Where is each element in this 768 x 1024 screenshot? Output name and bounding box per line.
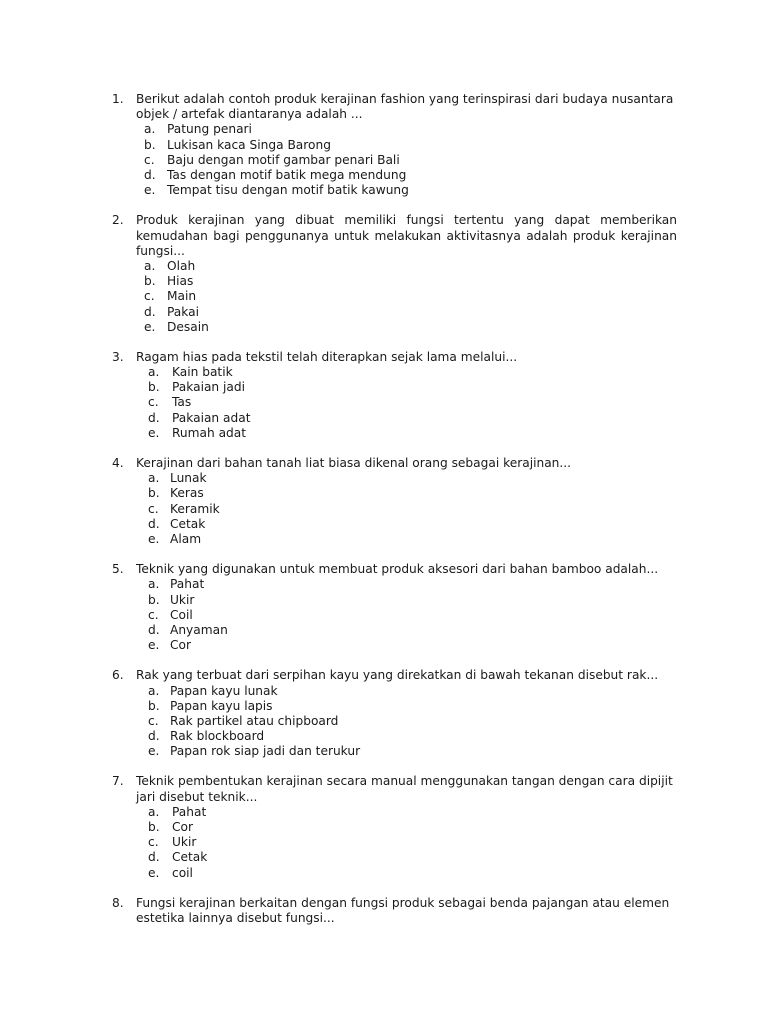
option-letter: c. <box>144 152 155 167</box>
question-number: 4. <box>112 456 124 471</box>
option-letter: a. <box>148 577 160 592</box>
option-text: Anyaman <box>170 622 228 637</box>
question-3 <box>0 350 768 441</box>
option-letter: a. <box>148 471 160 486</box>
option-letter: e. <box>144 319 156 334</box>
option-letter: e. <box>148 425 160 440</box>
document-page <box>0 92 768 941</box>
option-letter: e. <box>148 531 160 546</box>
option-text: Papan kayu lunak <box>170 683 278 698</box>
option-letter: b. <box>144 137 156 152</box>
option-d <box>0 623 768 638</box>
option-text: Ukir <box>172 835 197 850</box>
option-text: Rumah adat <box>172 425 247 440</box>
option-e <box>0 866 768 881</box>
option-letter: c. <box>144 289 155 304</box>
option-text: Cetak <box>170 516 206 531</box>
option-letter: b. <box>148 380 160 395</box>
option-b <box>0 699 768 714</box>
question-4 <box>0 456 768 547</box>
option-a <box>0 122 768 137</box>
option-letter: d. <box>148 516 160 531</box>
question-number: 7. <box>112 774 124 789</box>
option-text: Pakaian jadi <box>172 380 246 395</box>
option-d <box>0 850 768 865</box>
option-letter: c. <box>148 607 159 622</box>
option-e <box>0 183 768 198</box>
option-d <box>0 305 768 320</box>
option-letter: d. <box>148 729 160 744</box>
answer-options <box>0 577 768 653</box>
option-text: Lukisan kaca Singa Barong <box>167 137 331 152</box>
option-text: Ukir <box>170 592 195 607</box>
option-letter: e. <box>144 183 156 198</box>
option-e <box>0 638 768 653</box>
question-8 <box>0 896 768 926</box>
option-text: Main <box>167 289 197 304</box>
option-d <box>0 411 768 426</box>
option-letter: a. <box>144 122 156 137</box>
option-letter: d. <box>148 410 160 425</box>
option-text: Tas <box>172 395 192 410</box>
option-c <box>0 289 768 304</box>
option-c <box>0 153 768 168</box>
option-text: Pahat <box>172 804 207 819</box>
answer-options <box>0 684 768 760</box>
question-text: Berikut adalah contoh produk kerajinan fashion yang terinspirasi dari budaya nusantara objek / artefak diantaranya adalah ... <box>136 92 674 122</box>
option-letter: a. <box>144 258 156 273</box>
question-text: Kerajinan dari bahan tanah liat biasa dikenal orang sebagai kerajinan... <box>136 456 572 471</box>
question-number: 2. <box>112 213 124 228</box>
question-text: Teknik yang digunakan untuk membuat produk aksesori dari bahan bamboo adalah... <box>136 562 659 577</box>
option-text: Cor <box>172 820 193 835</box>
option-a <box>0 684 768 699</box>
option-letter: d. <box>144 167 156 182</box>
option-letter: b. <box>148 820 160 835</box>
option-b <box>0 593 768 608</box>
option-letter: b. <box>148 486 160 501</box>
option-text: Olah <box>167 258 196 273</box>
option-b <box>0 274 768 289</box>
option-text: Alam <box>170 531 202 546</box>
option-letter: e. <box>148 744 160 759</box>
option-letter: b. <box>148 592 160 607</box>
option-e <box>0 320 768 335</box>
option-letter: b. <box>144 274 156 289</box>
question-text: Rak yang terbuat dari serpihan kayu yang direkatkan di bawah tekanan disebut rak... <box>136 668 659 683</box>
option-text: Keras <box>170 486 204 501</box>
option-text: Tempat tisu dengan motif batik kawung <box>167 183 409 198</box>
question-number: 6. <box>112 668 124 683</box>
option-c <box>0 395 768 410</box>
option-text: Rak partikel atau chipboard <box>170 713 339 728</box>
option-letter: a. <box>148 804 160 819</box>
answer-options <box>0 259 768 335</box>
option-a <box>0 471 768 486</box>
option-d <box>0 168 768 183</box>
option-text: Lunak <box>170 471 207 486</box>
question-1 <box>0 92 768 198</box>
option-text: Patung penari <box>167 122 252 137</box>
option-text: Keramik <box>170 501 220 516</box>
option-text: Coil <box>170 607 193 622</box>
option-text: Hias <box>167 274 194 289</box>
question-5 <box>0 562 768 653</box>
option-c <box>0 835 768 850</box>
option-letter: a. <box>148 683 160 698</box>
option-text: Pakai <box>167 304 199 319</box>
answer-options <box>0 805 768 881</box>
option-letter: a. <box>148 365 160 380</box>
answer-options <box>0 471 768 547</box>
option-letter: d. <box>148 622 160 637</box>
option-letter: c. <box>148 501 159 516</box>
question-text: Produk kerajinan yang dibuat memiliki fungsi tertentu yang dapat memberikan kemudahan bagi penggunanya untuk melakukan aktivitasnya adalah produk kerajinan fungsi... <box>136 213 677 258</box>
option-text: Kain batik <box>172 365 233 380</box>
option-c <box>0 608 768 623</box>
option-text: coil <box>172 865 193 880</box>
question-2 <box>0 213 768 335</box>
question-number: 3. <box>112 349 124 364</box>
option-a <box>0 259 768 274</box>
option-letter: e. <box>148 865 160 880</box>
option-letter: d. <box>148 850 160 865</box>
option-text: Cetak <box>172 850 208 865</box>
option-text: Cor <box>170 638 191 653</box>
option-b <box>0 486 768 501</box>
option-a <box>0 365 768 380</box>
question-text: Ragam hias pada tekstil telah diterapkan sejak lama melalui... <box>136 349 518 364</box>
option-b <box>0 380 768 395</box>
question-number: 8. <box>112 895 124 910</box>
option-b <box>0 138 768 153</box>
option-letter: d. <box>144 304 156 319</box>
option-a <box>0 805 768 820</box>
option-letter: c. <box>148 835 159 850</box>
option-c <box>0 714 768 729</box>
option-a <box>0 577 768 592</box>
option-e <box>0 426 768 441</box>
option-text: Desain <box>167 319 209 334</box>
option-text: Papan kayu lapis <box>170 698 273 713</box>
option-e <box>0 532 768 547</box>
option-text: Pakaian adat <box>172 410 251 425</box>
answer-options <box>0 365 768 441</box>
option-b <box>0 820 768 835</box>
option-text: Tas dengan motif batik mega mendung <box>167 167 407 182</box>
option-text: Papan rok siap jadi dan terukur <box>170 744 361 759</box>
option-c <box>0 502 768 517</box>
option-d <box>0 517 768 532</box>
question-number: 5. <box>112 562 124 577</box>
option-letter: c. <box>148 395 159 410</box>
option-letter: c. <box>148 713 159 728</box>
option-d <box>0 729 768 744</box>
question-6 <box>0 668 768 759</box>
option-letter: b. <box>148 698 160 713</box>
answer-options <box>0 122 768 198</box>
question-text: Teknik pembentukan kerajinan secara manual menggunakan tangan dengan cara dipijit jari disebut teknik... <box>136 774 673 804</box>
question-7 <box>0 774 768 880</box>
question-number: 1. <box>112 92 124 106</box>
option-e <box>0 744 768 759</box>
option-text: Rak blockboard <box>170 729 265 744</box>
option-text: Baju dengan motif gambar penari Bali <box>167 152 400 167</box>
question-text: Fungsi kerajinan berkaitan dengan fungsi produk sebagai benda pajangan atau elemen estetika lainnya disebut fungsi... <box>136 895 670 925</box>
option-text: Pahat <box>170 577 205 592</box>
option-letter: e. <box>148 638 160 653</box>
